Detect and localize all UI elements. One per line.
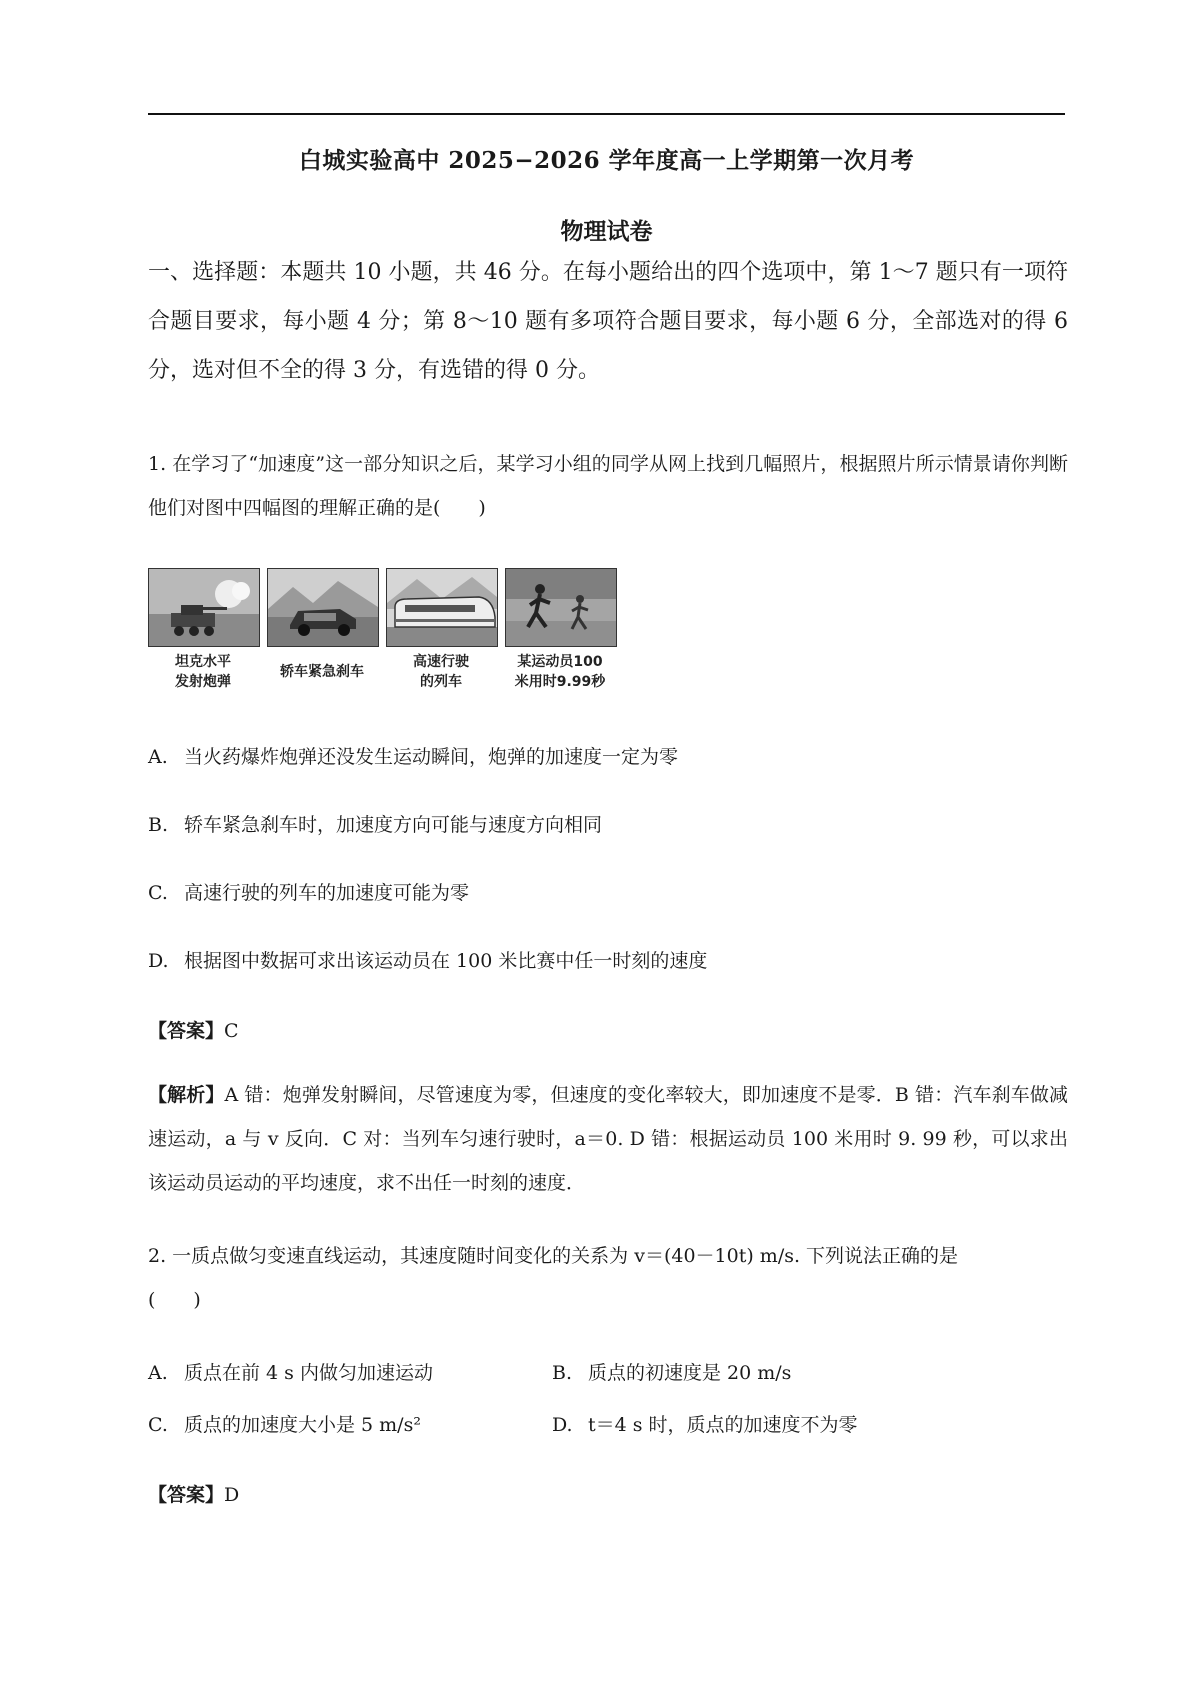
q1-stem: 1. 在学习了“加速度”这一部分知识之后，某学习小组的同学从网上找到几幅照片，根据照片所示情景请你判断他们对图中四幅图的理解正确的是( ) [148,453,1068,519]
photo-caption-tank: 坦克水平 发射炮弹 [175,654,231,690]
q1-answer: 【答案】C [148,1020,239,1042]
photo-caption-runner: 某运动员100 米用时9.99秒 [514,654,606,690]
exam-title: 白城实验高中 2025−2026 学年度高一上学期第一次月考 [298,147,915,174]
q2-option-c: C. 质点的加速度大小是 5 m/s² [148,1414,421,1436]
q2-answer: 【答案】D [148,1484,240,1506]
q1-photo-strip [148,568,628,693]
q1-option-c: C. 高速行驶的列车的加速度可能为零 [148,882,470,904]
header-rule [148,113,1065,115]
train-icon [386,568,498,647]
photo-caption-car: 轿车紧急刹车 [280,664,364,680]
q2-option-d: D. t＝4 s 时，质点的加速度不为零 [552,1414,858,1436]
exam-subtitle: 物理试卷 [560,218,653,245]
q1-analysis: 【解析】A 错：炮弹发射瞬间，尽管速度为零，但速度的变化率较大，即加速度不是零．B 错：汽车刹车做减速运动，a 与 v 反向．C 对：当列车匀速行驶时，a＝0. D 错：根据运动员 100 米用时 9. 99 秒，可以求出该运动员运动的平均速度，求不出任一时刻的速度． [148,1084,1068,1194]
q1-option-d: D. 根据图中数据可求出该运动员在 100 米比赛中任一时刻的速度 [148,950,708,972]
tank-firing-icon [148,568,260,647]
q2-option-a: A. 质点在前 4 s 内做匀加速运动 [148,1362,433,1384]
photo-caption-train: 高速行驶 的列车 [413,654,469,690]
q2-option-b: B. 质点的初速度是 20 m/s [552,1362,792,1384]
q2-stem: 2. 一质点做匀变速直线运动，其速度随时间变化的关系为 v＝(40－10t) m/s. 下列说法正确的是 ( ) [148,1245,959,1311]
q1-option-a: A. 当火药爆炸炮弹还没发生运动瞬间，炮弹的加速度一定为零 [148,746,679,768]
runner-icon [505,568,617,647]
q1-option-b: B. 轿车紧急刹车时，加速度方向可能与速度方向相同 [148,814,603,836]
car-braking-icon [267,568,379,647]
section-instructions: 一、选择题：本题共 10 小题，共 46 分。在每小题给出的四个选项中，第 1～7 题只有一项符合题目要求，每小题 4 分；第 8～10 题有多项符合题目要求，每小题 6 分，全部选对的得 6 分，选对但不全的得 3 分，有选错的得 0 分。 [148,260,1068,383]
